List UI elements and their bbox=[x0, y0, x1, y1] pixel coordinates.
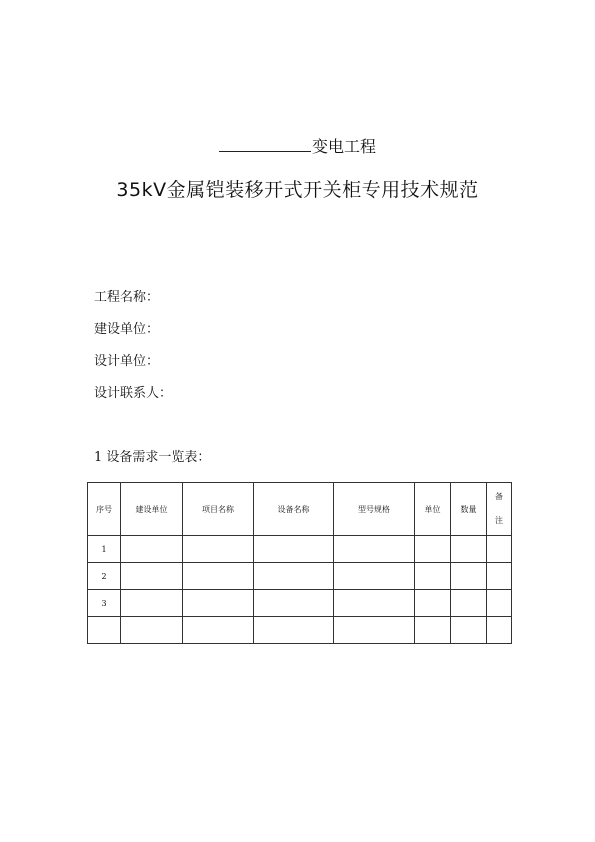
table-cell[interactable] bbox=[487, 590, 512, 617]
table-row bbox=[88, 590, 512, 617]
document-title: 35kV金属铠装移开式开关柜专用技术规范 bbox=[116, 179, 479, 201]
table-cell[interactable] bbox=[415, 617, 451, 644]
table-cell[interactable] bbox=[451, 536, 487, 563]
project-suffix: 变电工程 bbox=[311, 137, 376, 156]
table-cell[interactable] bbox=[451, 617, 487, 644]
table-cell-index: 2 bbox=[88, 563, 121, 590]
column-header-quantity: 数量 bbox=[451, 483, 487, 536]
table-cell[interactable] bbox=[183, 617, 254, 644]
table-cell[interactable] bbox=[487, 536, 512, 563]
table-cell[interactable] bbox=[334, 563, 415, 590]
column-header-equipment-name: 设备名称 bbox=[254, 483, 334, 536]
table-cell[interactable] bbox=[183, 536, 254, 563]
info-field-design-unit: 设计单位： bbox=[94, 354, 160, 369]
column-header-unit: 单位 bbox=[415, 483, 451, 536]
table-cell[interactable] bbox=[183, 563, 254, 590]
column-header-project-name: 项目名称 bbox=[183, 483, 254, 536]
table-cell[interactable] bbox=[451, 563, 487, 590]
table-cell[interactable] bbox=[415, 563, 451, 590]
table-cell[interactable] bbox=[415, 536, 451, 563]
table-cell[interactable] bbox=[334, 590, 415, 617]
column-header-index: 序号 bbox=[88, 483, 121, 536]
project-name-blank[interactable] bbox=[219, 137, 311, 152]
table-cell[interactable] bbox=[121, 563, 183, 590]
table-row bbox=[88, 617, 512, 644]
table-cell[interactable] bbox=[487, 617, 512, 644]
table-cell-index: 1 bbox=[88, 536, 121, 563]
table-row bbox=[88, 563, 512, 590]
table-cell[interactable] bbox=[121, 590, 183, 617]
section-heading: 1 设备需求一览表： bbox=[94, 450, 211, 465]
equipment-requirements-table bbox=[87, 482, 512, 644]
table-cell[interactable] bbox=[254, 617, 334, 644]
table-cell[interactable] bbox=[487, 563, 512, 590]
table-cell[interactable] bbox=[121, 536, 183, 563]
table-cell[interactable] bbox=[334, 617, 415, 644]
column-header-remarks bbox=[487, 483, 512, 536]
info-field-design-contact: 设计联系人： bbox=[94, 386, 173, 401]
table-cell[interactable] bbox=[451, 590, 487, 617]
column-header-remarks-part1: 备 bbox=[495, 492, 503, 501]
table-header-row bbox=[88, 483, 512, 536]
column-header-construction-unit: 建设单位 bbox=[121, 483, 183, 536]
table-cell[interactable] bbox=[334, 536, 415, 563]
table-cell-index: 3 bbox=[88, 590, 121, 617]
project-subtitle bbox=[0, 136, 595, 158]
table-cell[interactable] bbox=[121, 617, 183, 644]
table-cell[interactable] bbox=[254, 590, 334, 617]
table-cell[interactable] bbox=[183, 590, 254, 617]
table-cell-index bbox=[88, 617, 121, 644]
table-cell[interactable] bbox=[415, 590, 451, 617]
table-cell[interactable] bbox=[254, 536, 334, 563]
column-header-model-spec: 型号规格 bbox=[334, 483, 415, 536]
table-row bbox=[88, 536, 512, 563]
column-header-remarks-part2: 注 bbox=[495, 516, 503, 525]
info-field-construction-unit: 建设单位： bbox=[94, 322, 160, 337]
info-field-project-name: 工程名称： bbox=[94, 290, 160, 305]
table-cell[interactable] bbox=[254, 563, 334, 590]
